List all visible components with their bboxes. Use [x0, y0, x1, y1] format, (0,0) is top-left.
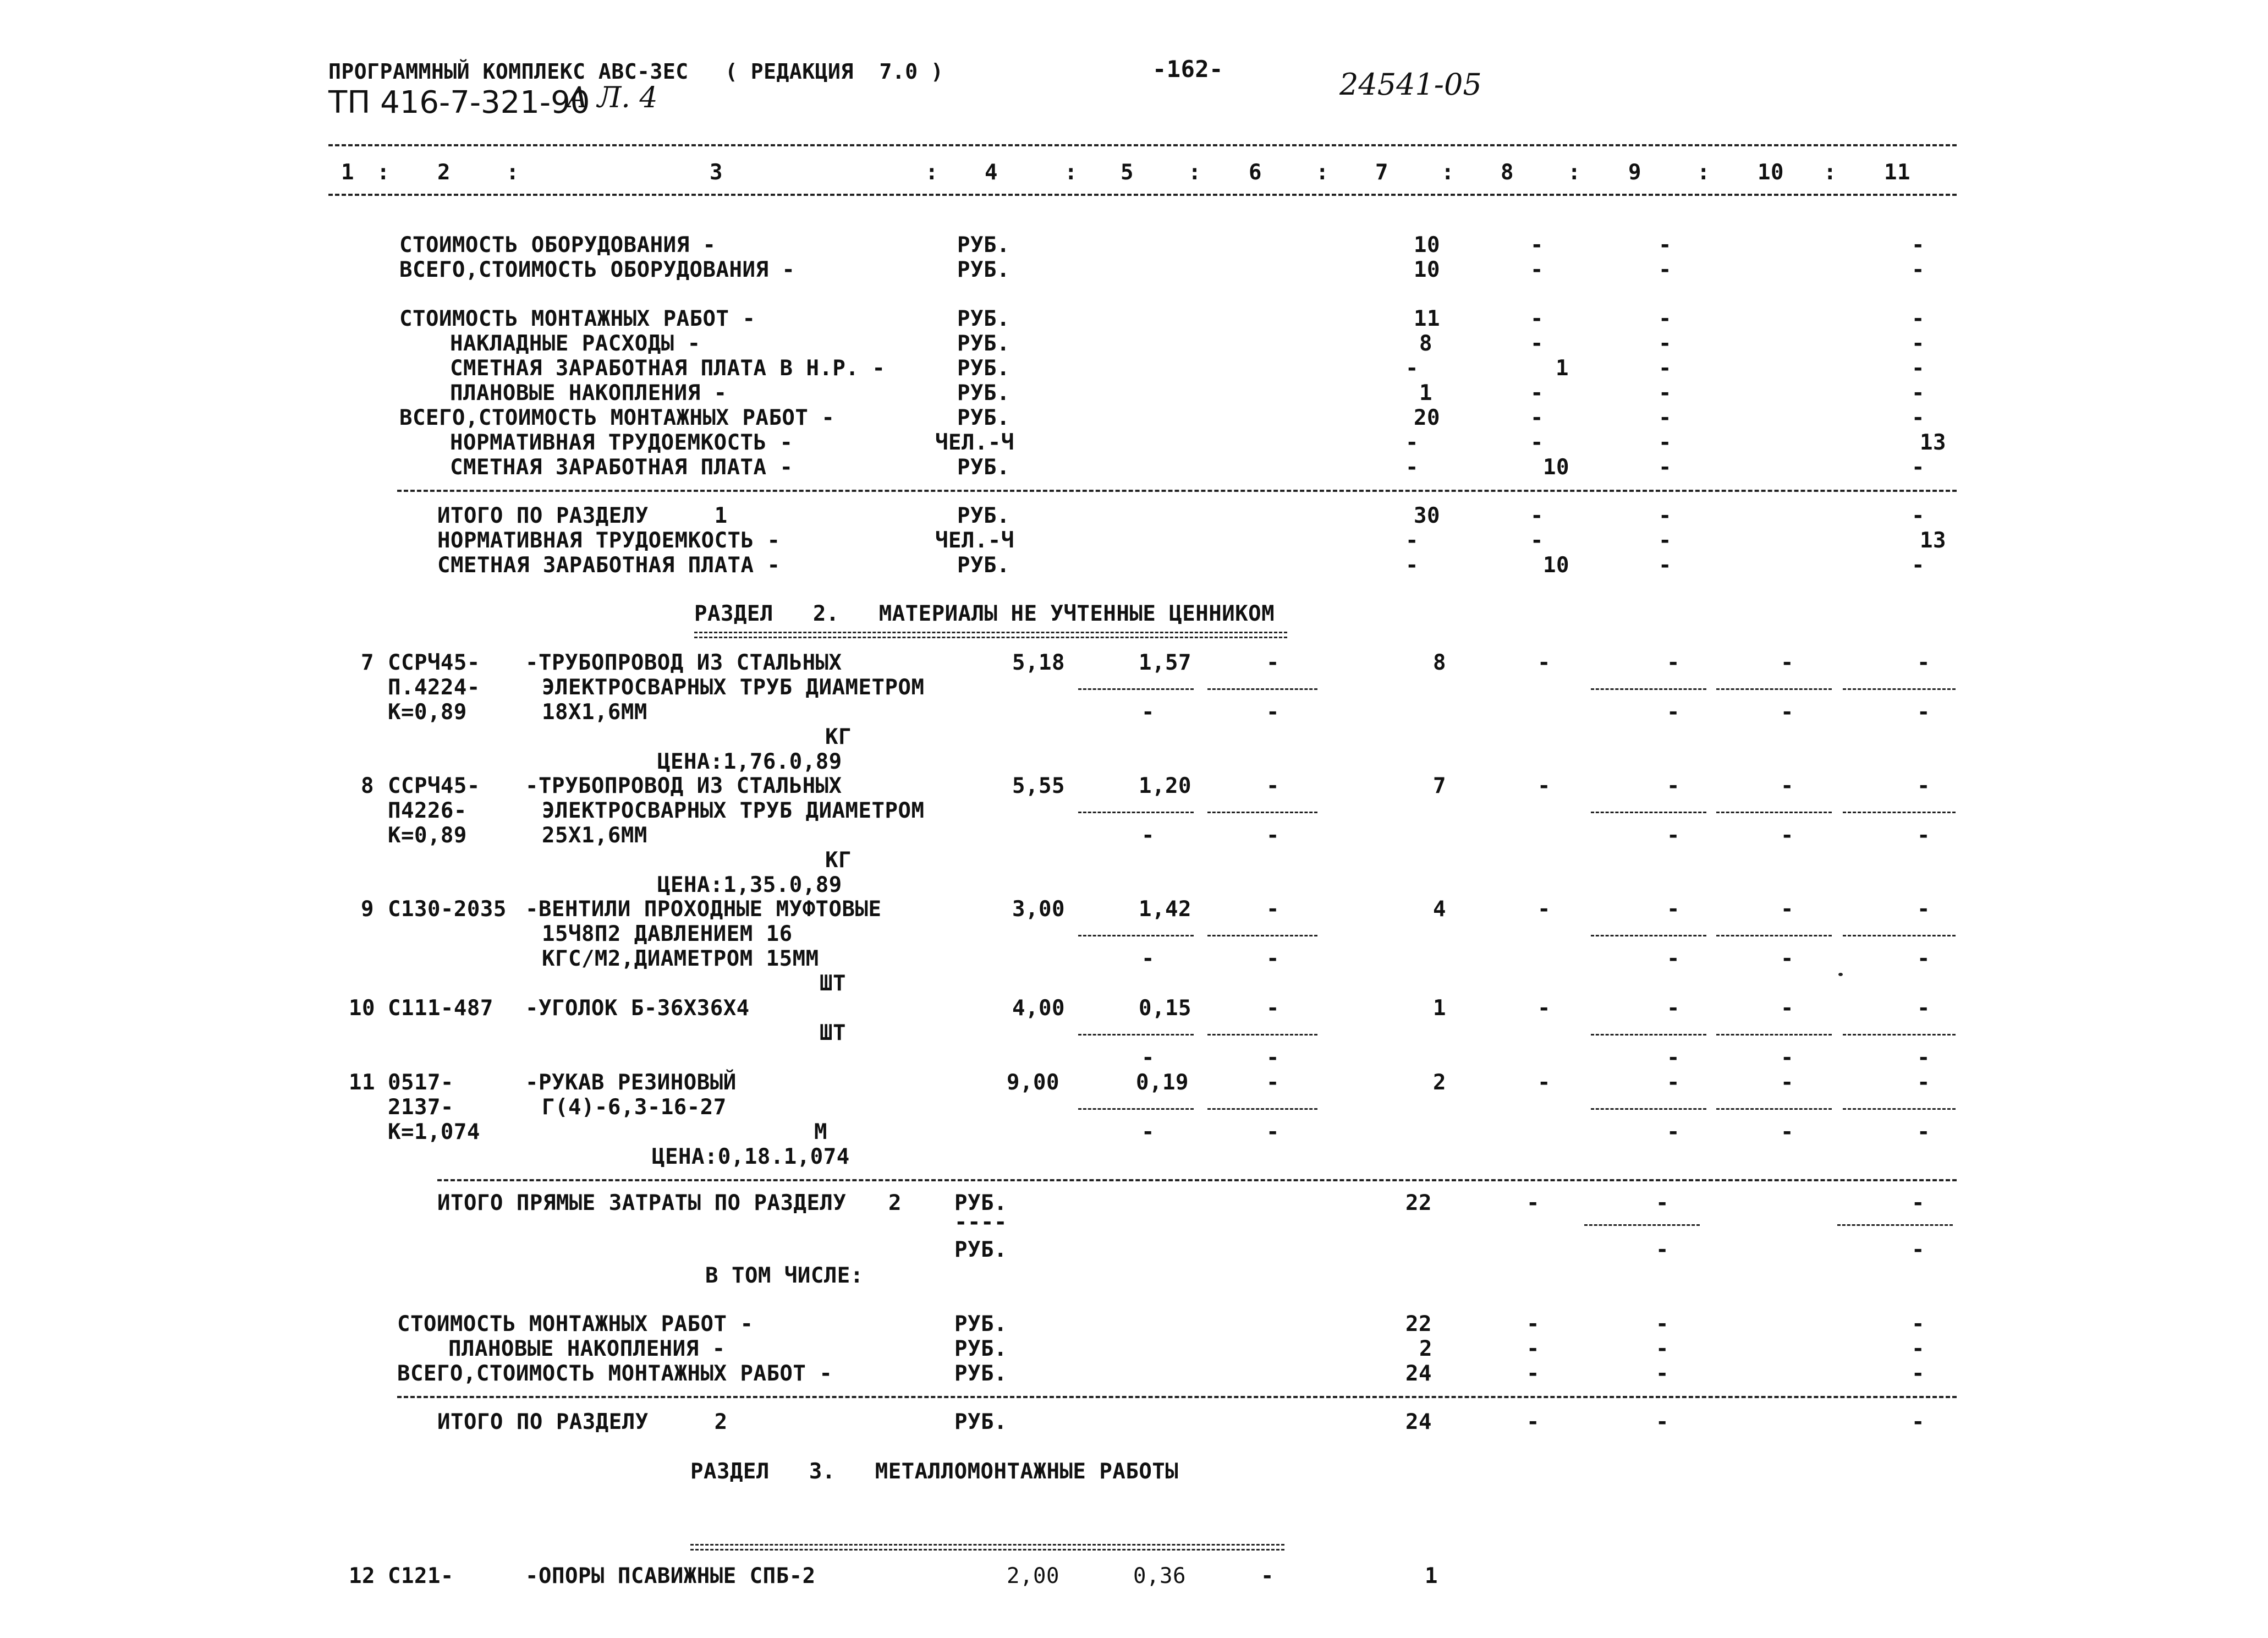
row-c9: -	[1659, 258, 1672, 282]
cell-divider	[1591, 1034, 1706, 1036]
page-number: -162-	[1152, 56, 1223, 83]
item-c11: -	[1917, 650, 1930, 675]
item-code: К=0,89	[388, 700, 467, 725]
item-c11-sub: -	[1917, 700, 1930, 725]
item-code: ССРЧ45-	[388, 650, 480, 675]
cell-divider	[1584, 1224, 1700, 1226]
row-c7: 24	[1405, 1410, 1432, 1434]
row-unit: РУБ.	[957, 258, 1010, 282]
item-c11: -	[1917, 897, 1930, 922]
cell-divider	[1591, 812, 1706, 813]
col-9: 9	[1628, 160, 1641, 185]
summary-row	[0, 1337, 2268, 1361]
row-c11: -	[1912, 455, 1925, 480]
row-label: СМЕТНАЯ ЗАРАБОТНАЯ ПЛАТА В Н.Р. -	[450, 356, 886, 381]
item-c6: -	[1266, 774, 1279, 798]
row-c11: -	[1912, 381, 1925, 406]
row-c11: -	[1912, 1361, 1925, 1386]
direct-unit-2: РУБ.	[954, 1237, 1007, 1262]
including-label: В ТОМ ЧИСЛЕ:	[705, 1263, 864, 1288]
header-rule-bottom	[328, 194, 1957, 196]
item-c7: 2	[1433, 1070, 1446, 1095]
cell-divider	[1078, 1108, 1194, 1110]
row-c8: 1	[1556, 356, 1569, 381]
item-code: 2137-	[388, 1095, 454, 1120]
row-c7: 2	[1419, 1336, 1432, 1361]
summary-row	[0, 1362, 2268, 1386]
item-c10: -	[1781, 774, 1794, 798]
item-c5: 1,20	[1139, 774, 1191, 798]
row-label: НОРМАТИВНАЯ ТРУДОЕМКОСТЬ -	[437, 528, 781, 553]
item-c9: -	[1667, 1070, 1680, 1095]
item-c6: -	[1266, 650, 1279, 675]
direct-c8: -	[1526, 1191, 1540, 1215]
row-label: СМЕТНАЯ ЗАРАБОТНАЯ ПЛАТА -	[450, 455, 793, 480]
row-label: НОРМАТИВНАЯ ТРУДОЕМКОСТЬ -	[450, 430, 793, 455]
direct-section-number: 2	[888, 1191, 902, 1215]
row-c7: -	[1405, 430, 1419, 455]
item-c7: 7	[1433, 774, 1446, 798]
row-unit: РУБ.	[954, 1410, 1007, 1434]
row-c8: -	[1530, 503, 1544, 528]
row-c9: -	[1659, 331, 1672, 356]
row-label: НАКЛАДНЫЕ РАСХОДЫ -	[450, 331, 701, 356]
row-label: ИТОГО ПО РАЗДЕЛУ 2	[437, 1410, 728, 1434]
cell-divider	[1843, 812, 1956, 813]
col-5: 5	[1121, 160, 1134, 185]
cell-divider	[1716, 1034, 1832, 1036]
row-c8: -	[1530, 233, 1544, 258]
item-c5: 0,15	[1139, 996, 1191, 1021]
row-label: СТОИМОСТЬ ОБОРУДОВАНИЯ -	[399, 233, 716, 258]
cell-divider	[1078, 688, 1194, 690]
summary-row	[0, 554, 2268, 578]
summary-row	[0, 258, 2268, 282]
item-c7: 4	[1433, 897, 1446, 922]
section1-subtotal-rule	[397, 490, 1957, 492]
item-code: С111-487	[388, 996, 493, 1021]
row-label: ВСЕГО,СТОИМОСТЬ МОНТАЖНЫХ РАБОТ -	[397, 1361, 833, 1386]
item-code: П.4224-	[388, 675, 480, 700]
col-3: 3	[710, 160, 723, 185]
cell-divider	[1843, 1034, 1956, 1036]
item-c6-sub: -	[1266, 1045, 1279, 1070]
item-c6-sub: -	[1266, 700, 1279, 725]
item-c6-sub: -	[1266, 1120, 1279, 1144]
summary-row	[0, 332, 2268, 356]
row-label: ПЛАНОВЫЕ НАКОПЛЕНИЯ -	[450, 381, 727, 406]
col-sep: :	[377, 160, 390, 185]
item-number: 12	[349, 1564, 375, 1588]
item-c10: -	[1781, 650, 1794, 675]
item-c4: 9,00	[1007, 1070, 1059, 1095]
summary-row	[0, 529, 2268, 553]
cell-divider	[1591, 1108, 1706, 1110]
cell-divider	[1078, 935, 1194, 936]
cell-divider	[1716, 812, 1832, 813]
row-c11: -	[1912, 503, 1925, 528]
item-c11-sub: -	[1917, 1120, 1930, 1144]
row-c8: -	[1526, 1336, 1540, 1361]
row-unit: РУБ.	[954, 1336, 1007, 1361]
cell-divider	[1207, 812, 1317, 813]
summary-row	[0, 504, 2268, 528]
cell-divider	[1207, 1108, 1317, 1110]
item-c11: -	[1917, 1070, 1930, 1095]
item-desc: КГС/М2,ДИАМЕТРОМ 15ММ	[542, 946, 819, 971]
section2-summary	[0, 1410, 2268, 1434]
item-c9-sub: -	[1667, 823, 1680, 848]
row-c7: -	[1405, 553, 1419, 578]
row-c8: -	[1530, 406, 1544, 430]
row-c11: -	[1912, 553, 1925, 578]
row-c8: -	[1530, 430, 1544, 455]
item-c11-sub: -	[1917, 946, 1930, 971]
item-c6-sub: -	[1266, 946, 1279, 971]
row-unit: РУБ.	[957, 306, 1010, 331]
direct-label: ИТОГО ПРЯМЫЕ ЗАТРАТЫ ПО РАЗДЕЛУ	[437, 1191, 847, 1215]
item-price: ЦЕНА:0,18.1,074	[652, 1144, 850, 1169]
item-desc: -ТРУБОПРОВОД ИЗ СТАЛЬНЫХ	[525, 774, 842, 798]
row-unit: РУБ.	[957, 331, 1010, 356]
item-c10-sub: -	[1781, 946, 1794, 971]
row-label: СТОИМОСТЬ МОНТАЖНЫХ РАБОТ -	[397, 1312, 754, 1336]
col-4: 4	[985, 160, 998, 185]
item-code: 0517-	[388, 1070, 454, 1095]
row-c7: 10	[1414, 258, 1440, 282]
item-number: 9	[361, 897, 374, 922]
item-c8: -	[1537, 996, 1551, 1021]
handwritten-code: 24541-05	[1339, 67, 1482, 102]
item-price: ЦЕНА:1,35.0,89	[657, 873, 842, 897]
item-number: 7	[361, 650, 374, 675]
row-unit: РУБ.	[957, 381, 1010, 406]
row-unit: РУБ.	[957, 356, 1010, 381]
row-c11: -	[1912, 233, 1925, 258]
item-c4: 2,00	[1007, 1564, 1059, 1588]
summary-row	[0, 431, 2268, 455]
cell-divider	[1843, 935, 1956, 936]
item-c6: -	[1266, 996, 1279, 1021]
item-desc: -ТРУБОПРОВОД ИЗ СТАЛЬНЫХ	[525, 650, 842, 675]
item-c11-sub: -	[1917, 1045, 1930, 1070]
item-unit: М	[814, 1120, 827, 1144]
item-c9: -	[1667, 897, 1680, 922]
row-c8: 10	[1543, 455, 1569, 480]
summary-row	[0, 381, 2268, 406]
row-c7: -	[1405, 528, 1419, 553]
col-1: 1	[341, 160, 354, 185]
col-sep: :	[1064, 160, 1078, 185]
row-unit: РУБ.	[954, 1312, 1007, 1336]
cell-divider	[1078, 1034, 1194, 1036]
item-code: П4226-	[388, 798, 467, 823]
item-c5-sub: -	[1141, 823, 1155, 848]
item-c4: 5,55	[1012, 774, 1065, 798]
summary-row	[0, 406, 2268, 430]
row-c9: -	[1659, 356, 1672, 381]
stray-mark	[1838, 973, 1843, 976]
col-8: 8	[1501, 160, 1514, 185]
row-c11: -	[1912, 258, 1925, 282]
row-c9: -	[1659, 455, 1672, 480]
header-rule-top	[328, 144, 1957, 146]
row-c7: 10	[1414, 233, 1440, 258]
summary-row	[0, 307, 2268, 331]
row-c8: -	[1530, 528, 1544, 553]
col-sep: :	[1316, 160, 1329, 185]
item-c10: -	[1781, 897, 1794, 922]
item-code: ССРЧ45-	[388, 774, 480, 798]
direct-unit-dash: ----	[954, 1210, 1007, 1235]
row-c11: -	[1912, 331, 1925, 356]
item-c5: 1,57	[1139, 650, 1191, 675]
row-label: ИТОГО ПО РАЗДЕЛУ 1	[437, 503, 728, 528]
row-c9: -	[1659, 233, 1672, 258]
row-c9: -	[1656, 1312, 1669, 1336]
row-c11: -	[1912, 406, 1925, 430]
row-c7: -	[1405, 455, 1419, 480]
row-c9: -	[1656, 1410, 1669, 1434]
col-6: 6	[1249, 160, 1262, 185]
section2-subtotal-rule	[397, 1396, 1957, 1398]
col-sep: :	[506, 160, 519, 185]
item-c9-sub: -	[1667, 700, 1680, 725]
item-c5: 0,19	[1136, 1070, 1189, 1095]
item-unit: ШТ	[820, 971, 846, 996]
item-c11: -	[1917, 774, 1930, 798]
item-c9-sub: -	[1667, 1120, 1680, 1144]
row-c7: 20	[1414, 406, 1440, 430]
section2-title: РАЗДЕЛ 2. МАТЕРИАЛЫ НЕ УЧТЕННЫЕ ЦЕННИКОМ	[694, 601, 1275, 626]
item-c6-sub: -	[1266, 823, 1279, 848]
item-c7: 8	[1433, 650, 1446, 675]
item-unit: ШТ	[820, 1021, 846, 1045]
item-c9-sub: -	[1667, 1045, 1680, 1070]
item-code: С130-2035	[388, 897, 507, 922]
row-c7: 8	[1419, 331, 1432, 356]
item-c8: -	[1537, 774, 1551, 798]
item-unit: КГ	[825, 725, 852, 749]
item-desc: Г(4)-6,3-16-27	[542, 1095, 727, 1120]
item-c10-sub: -	[1781, 823, 1794, 848]
item-c9-sub: -	[1667, 946, 1680, 971]
item-price: ЦЕНА:1,76.0,89	[657, 749, 842, 774]
direct-c7: 22	[1405, 1191, 1432, 1215]
row-c7: 22	[1405, 1312, 1432, 1336]
item-c5-sub: -	[1141, 946, 1155, 971]
project-code: ТП 416-7-321-90	[328, 85, 590, 120]
item-c11-sub: -	[1917, 823, 1930, 848]
row-label: СМЕТНАЯ ЗАРАБОТНАЯ ПЛАТА -	[437, 553, 781, 578]
row-c9: -	[1659, 528, 1672, 553]
row-c11: -	[1912, 306, 1925, 331]
row-c9: -	[1659, 430, 1672, 455]
item-c10: -	[1781, 1070, 1794, 1095]
item-c5-sub: -	[1141, 700, 1155, 725]
direct-unit: РУБ.	[954, 1191, 1007, 1215]
item-c5-sub: -	[1141, 1120, 1155, 1144]
row-unit: ЧЕЛ.-Ч	[935, 528, 1014, 553]
row-unit: РУБ.	[957, 455, 1010, 480]
col-sep: :	[925, 160, 938, 185]
item-number: 8	[361, 774, 374, 798]
row-label: ПЛАНОВЫЕ НАКОПЛЕНИЯ -	[448, 1336, 726, 1361]
row-c11: 13	[1920, 528, 1946, 553]
row-unit: РУБ.	[957, 233, 1010, 258]
item-c10-sub: -	[1781, 700, 1794, 725]
row-c7: 24	[1405, 1361, 1432, 1386]
item-c5: 1,42	[1139, 897, 1191, 922]
item-c5: 0,36	[1133, 1564, 1186, 1588]
col-sep: :	[1568, 160, 1581, 185]
item-c10-sub: -	[1781, 1120, 1794, 1144]
cell-divider	[1078, 812, 1194, 813]
item-c10: -	[1781, 996, 1794, 1021]
item-desc: 25Х1,6ММ	[542, 823, 647, 848]
row-label: ВСЕГО,СТОИМОСТЬ ОБОРУДОВАНИЯ -	[399, 258, 795, 282]
item-c6: -	[1266, 1070, 1279, 1095]
item-desc: -ОПОРЫ ПСАВИЖНЫЕ СПБ-2	[525, 1564, 816, 1588]
item-number: 11	[349, 1070, 375, 1095]
cell-divider	[1591, 688, 1706, 690]
item-c9: -	[1667, 650, 1680, 675]
row-unit: РУБ.	[957, 503, 1010, 528]
cell-divider	[1207, 935, 1317, 936]
item-c10-sub: -	[1781, 1045, 1794, 1070]
row-c9: -	[1656, 1361, 1669, 1386]
album-label: А Л. 4	[567, 81, 658, 114]
row-c8: -	[1526, 1410, 1540, 1434]
item-desc: ЭЛЕКТРОСВАРНЫХ ТРУБ ДИАМЕТРОМ	[542, 675, 925, 700]
item-c11: -	[1917, 996, 1930, 1021]
col-7: 7	[1375, 160, 1388, 185]
item-c4: 5,18	[1012, 650, 1065, 675]
cell-divider	[1843, 1108, 1956, 1110]
item-desc: ЭЛЕКТРОСВАРНЫХ ТРУБ ДИАМЕТРОМ	[542, 798, 925, 823]
item-c8: -	[1537, 897, 1551, 922]
row-c11: -	[1912, 1312, 1925, 1336]
item-c9: -	[1667, 774, 1680, 798]
item-c6: -	[1261, 1564, 1274, 1588]
col-2: 2	[437, 160, 451, 185]
item-c8: -	[1537, 650, 1551, 675]
row-label: ВСЕГО,СТОИМОСТЬ МОНТАЖНЫХ РАБОТ -	[399, 406, 835, 430]
section2-title-underline	[694, 632, 1287, 638]
section3-title: РАЗДЕЛ 3. МЕТАЛЛОМОНТАЖНЫЕ РАБОТЫ	[690, 1459, 1179, 1484]
item-desc: -РУКАВ РЕЗИНОВЫЙ	[525, 1070, 737, 1095]
direct-c9-sub: -	[1656, 1237, 1669, 1262]
cell-divider	[1207, 1034, 1317, 1036]
item-code: К=1,074	[388, 1120, 480, 1144]
row-c9: -	[1659, 553, 1672, 578]
row-c9: -	[1659, 406, 1672, 430]
row-c8: -	[1530, 258, 1544, 282]
row-unit: РУБ.	[957, 406, 1010, 430]
direct-c11: -	[1912, 1191, 1925, 1215]
row-c8: -	[1530, 381, 1544, 406]
row-c11: -	[1912, 356, 1925, 381]
row-c9: -	[1659, 503, 1672, 528]
row-c11: -	[1912, 1336, 1925, 1361]
item-c9: -	[1667, 996, 1680, 1021]
cell-divider	[1837, 1224, 1953, 1226]
row-c11: 13	[1920, 430, 1946, 455]
row-unit: РУБ.	[954, 1361, 1007, 1386]
summary-row	[0, 456, 2268, 480]
cell-divider	[1716, 1108, 1832, 1110]
col-sep: :	[1697, 160, 1710, 185]
summary-row	[0, 357, 2268, 381]
item-c6: -	[1266, 897, 1279, 922]
row-c7: -	[1405, 356, 1419, 381]
item-c4: 3,00	[1012, 897, 1065, 922]
col-11: 11	[1884, 160, 1910, 185]
program-title: ПРОГРАММНЫЙ КОМПЛЕКС АВС-3ЕС	[328, 59, 689, 84]
cell-divider	[1207, 688, 1317, 690]
row-label: СТОИМОСТЬ МОНТАЖНЫХ РАБОТ -	[399, 306, 756, 331]
item-unit: КГ	[825, 848, 852, 873]
item-desc: -ВЕНТИЛИ ПРОХОДНЫЕ МУФТОВЫЕ	[525, 897, 882, 922]
cell-divider	[1843, 688, 1956, 690]
row-c7: 1	[1419, 381, 1432, 406]
col-sep: :	[1824, 160, 1837, 185]
item-desc: 18Х1,6ММ	[542, 700, 647, 725]
cell-divider	[1716, 688, 1832, 690]
summary-row	[0, 233, 2268, 258]
section3-title-underline	[690, 1544, 1284, 1551]
item-code: С121-	[388, 1564, 454, 1588]
row-c9: -	[1659, 381, 1672, 406]
row-c8: 10	[1543, 553, 1569, 578]
item-c7: 1	[1433, 996, 1446, 1021]
edition-label: ( РЕДАКЦИЯ 7.0 )	[725, 59, 944, 84]
col-sep: :	[1188, 160, 1201, 185]
row-c8: -	[1526, 1361, 1540, 1386]
item-c4: 4,00	[1012, 996, 1065, 1021]
cell-divider	[1591, 935, 1706, 936]
direct-c11-sub: -	[1912, 1237, 1925, 1262]
row-c11: -	[1912, 1410, 1925, 1434]
cell-divider	[1716, 935, 1832, 936]
item-desc: 15Ч8П2 ДАВЛЕНИЕМ 16	[542, 922, 793, 946]
row-c8: -	[1526, 1312, 1540, 1336]
row-c7: 11	[1414, 306, 1440, 331]
item-number: 10	[349, 996, 375, 1021]
section2-items-rule	[437, 1179, 1957, 1181]
row-c9: -	[1656, 1336, 1669, 1361]
direct-c9: -	[1656, 1191, 1669, 1215]
item-code: К=0,89	[388, 823, 467, 848]
item-desc: -УГОЛОК Б-36Х36Х4	[525, 996, 750, 1021]
row-c7: 30	[1414, 503, 1440, 528]
row-c8: -	[1530, 331, 1544, 356]
row-unit: РУБ.	[957, 553, 1010, 578]
col-10: 10	[1758, 160, 1784, 185]
row-unit: ЧЕЛ.-Ч	[935, 430, 1014, 455]
item-c7: 1	[1425, 1564, 1438, 1588]
col-sep: :	[1441, 160, 1454, 185]
row-c9: -	[1659, 306, 1672, 331]
summary-row	[0, 1312, 2268, 1336]
item-c5-sub: -	[1141, 1045, 1155, 1070]
item-c8: -	[1537, 1070, 1551, 1095]
row-c8: -	[1530, 306, 1544, 331]
